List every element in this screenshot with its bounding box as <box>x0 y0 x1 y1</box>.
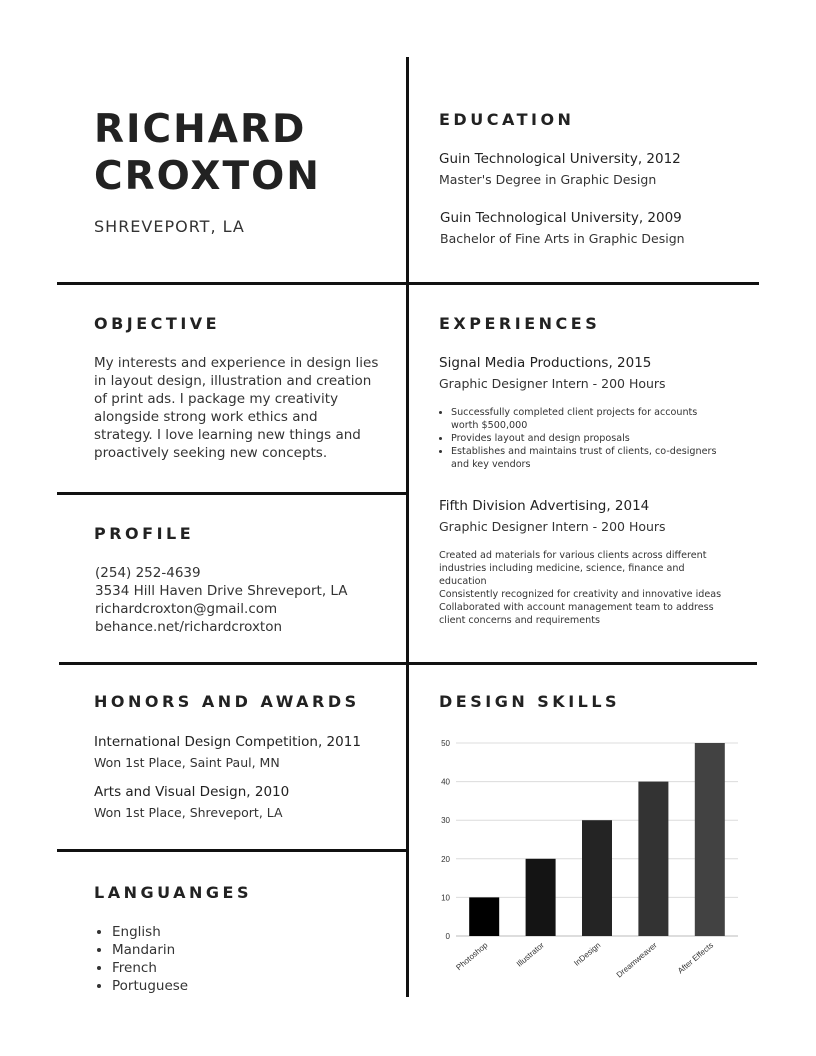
job-description-line: education <box>439 576 487 587</box>
job-bullet-line: • Establishes and maintains trust of clients, co-designers <box>451 446 717 457</box>
job-subtitle: Graphic Designer Intern - 200 Hours <box>439 376 666 391</box>
objective-line: alongside strong work ethics and <box>94 409 318 425</box>
chart-bar <box>582 820 612 936</box>
languages-heading: LANGUANGES <box>94 883 252 902</box>
job-description <box>439 549 721 627</box>
job-title: Fifth Division Advertising, 2014 <box>439 498 650 514</box>
candidate-location: SHREVEPORT, LA <box>94 217 245 236</box>
award-subtitle: Won 1st Place, Saint Paul, MN <box>94 755 280 770</box>
divider-profile <box>59 662 757 665</box>
language-item: • Portuguese <box>112 977 188 995</box>
job-description-line: Collaborated with account management team to address <box>439 602 714 613</box>
job-bullet-line: worth $500,000 <box>451 420 528 431</box>
education-entry-title: Guin Technological University, 2012 <box>439 151 681 167</box>
divider-objective <box>57 492 407 495</box>
job-bullet-line: • Provides layout and design proposals <box>451 433 630 444</box>
chart-x-tick-label: InDesign <box>572 940 603 968</box>
chart-bar <box>526 859 556 936</box>
chart-y-tick-label: 20 <box>441 854 450 864</box>
honors-heading: HONORS AND AWARDS <box>94 692 360 711</box>
chart-x-tick-label: After Effects <box>676 940 716 976</box>
chart-y-tick-label: 0 <box>445 932 450 941</box>
chart-x-tick-label: Photoshop <box>454 940 490 973</box>
languages-list <box>94 923 188 995</box>
chart-y-tick-label: 30 <box>441 816 450 826</box>
language-item: • French <box>112 959 188 977</box>
job-subtitle: Graphic Designer Intern - 200 Hours <box>439 519 666 534</box>
award-title: Arts and Visual Design, 2010 <box>94 784 290 800</box>
profile-heading: PROFILE <box>94 524 195 543</box>
job-bullet-line: and key vendors <box>451 459 531 470</box>
award-title: International Design Competition, 2011 <box>94 734 361 750</box>
job-bullets <box>439 406 716 471</box>
chart-y-tick-label: 50 <box>441 739 450 748</box>
chart-bar <box>469 897 499 936</box>
language-item: • Mandarin <box>112 941 188 959</box>
chart-bar <box>638 782 668 936</box>
education-heading: EDUCATION <box>439 110 575 129</box>
objective-heading: OBJECTIVE <box>94 314 221 333</box>
profile-contact <box>95 564 348 636</box>
job-description-line: Created ad materials for various clients across different <box>439 550 707 561</box>
objective-line: strategy. I love learning new things and <box>94 427 361 443</box>
name-line-1: RICHARD <box>94 107 307 152</box>
skills-bar-chart <box>420 728 750 990</box>
education-entry-subtitle: Master's Degree in Graphic Design <box>439 172 657 187</box>
job-description-line: client concerns and requirements <box>439 615 600 626</box>
job-bullet <box>451 445 716 471</box>
chart-x-tick-label: Dreamweaver <box>614 940 659 980</box>
profile-phone: (254) 252-4639 <box>95 565 201 581</box>
chart-bar <box>695 743 725 936</box>
job-title: Signal Media Productions, 2015 <box>439 355 652 371</box>
experiences-heading: EXPERIENCES <box>439 314 601 333</box>
center-divider <box>406 57 409 997</box>
objective-text <box>94 354 378 462</box>
objective-line: in layout design, illustration and creation <box>94 373 372 389</box>
job-bullet <box>451 432 716 445</box>
award-subtitle: Won 1st Place, Shreveport, LA <box>94 805 283 820</box>
chart-y-tick-label: 10 <box>441 893 450 903</box>
profile-address: 3534 Hill Haven Drive Shreveport, LA <box>95 583 348 599</box>
education-entry-title: Guin Technological University, 2009 <box>440 210 682 226</box>
profile-website[interactable]: behance.net/richardcroxton <box>95 619 283 635</box>
skills-heading: DESIGN SKILLS <box>439 692 621 711</box>
chart-y-tick-label: 40 <box>441 777 450 787</box>
chart-x-tick-label: Illustrator <box>514 940 546 969</box>
divider-header <box>57 282 759 285</box>
candidate-name <box>94 106 321 200</box>
job-bullet <box>451 406 716 432</box>
objective-line: proactively seeking new concepts. <box>94 445 328 461</box>
education-entry-subtitle: Bachelor of Fine Arts in Graphic Design <box>440 231 685 246</box>
divider-honors <box>57 849 407 852</box>
job-description-line: Consistently recognized for creativity and innovative ideas <box>439 589 722 600</box>
job-description-line: industries including medicine, science, finance and <box>439 563 685 574</box>
objective-line: of print ads. I package my creativity <box>94 391 339 407</box>
profile-email[interactable]: richardcroxton@gmail.com <box>95 601 278 617</box>
job-bullet-line: • Successfully completed client projects for accounts <box>451 407 698 418</box>
objective-line: My interests and experience in design lies <box>94 355 379 371</box>
name-line-2: CROXTON <box>94 154 321 199</box>
language-item: • English <box>112 923 188 941</box>
